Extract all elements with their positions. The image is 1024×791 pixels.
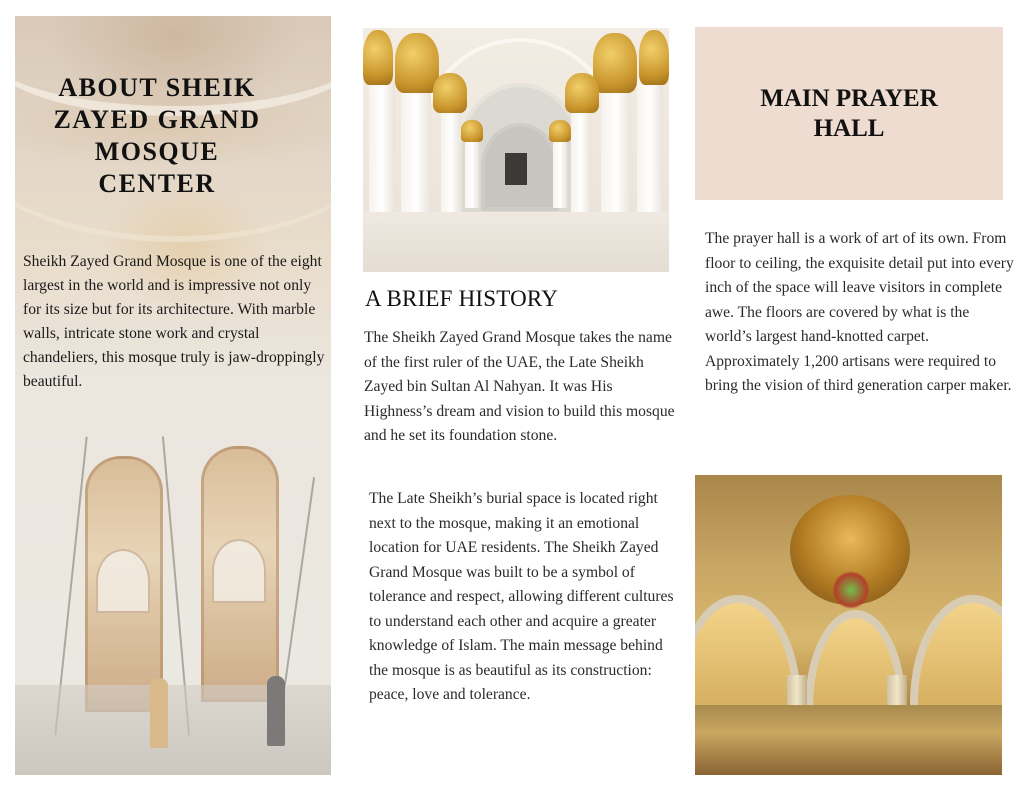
gold-capital: [565, 73, 599, 113]
colonnade-image: [363, 28, 669, 272]
title-line: MOSQUE: [94, 137, 220, 166]
title-line: ZAYED GRAND: [53, 105, 261, 134]
visitor-figure: [150, 678, 168, 748]
marble-floor: [363, 212, 669, 272]
chandelier-crystals: [833, 570, 869, 610]
corridor-end: [505, 153, 527, 185]
visitor-figure: [267, 676, 285, 746]
title-line: MAIN PRAYER: [760, 85, 938, 112]
gold-capital: [433, 73, 467, 113]
gold-capital: [461, 120, 483, 142]
prayer-hall-title: [695, 84, 1003, 144]
column: [553, 138, 567, 208]
title-line: ABOUT SHEIK: [58, 73, 256, 102]
prayer-hall-body: The prayer hall is a work of art of its own. From floor to ceiling, the exquisite detail put into every inch of the space will leave visitors in complete awe. The floors are covered by what is the world’s largest hand-knotted carpet. Approximately 1,200 artisans were required to bring the vision of third generation carper maker.: [705, 230, 1014, 394]
title-line: HALL: [813, 115, 885, 142]
left-panel-body: Sheikh Zayed Grand Mosque is one of the eight largest in the world and is impressive not only for its size but for its architecture. With marble walls, intricate stone work and crystal chandeliers, this mosque truly is jaw-droppingly beautiful.: [23, 253, 325, 390]
gold-capital: [549, 120, 571, 142]
gold-capital: [593, 33, 637, 93]
left-panel-title: [15, 72, 299, 200]
gold-capital: [395, 33, 439, 93]
history-paragraph-2: The Late Sheikh’s burial space is located right next to the mosque, making it an emotional location for UAE residents. The Sheikh Zayed Grand Mosque was built to be a symbol of tolerance and respect, allowing different cultures to understand each other and acquire a greater knowledge of Islam. The main message behind the mosque is as beautiful as its construction: peace, love and tolerance.: [369, 490, 674, 703]
gold-capital: [639, 30, 669, 85]
arch-lattice: [212, 539, 266, 603]
gold-capital: [363, 30, 393, 85]
arch-lattice: [96, 549, 150, 613]
arch-door-image: [85, 456, 163, 712]
prayer-hall-image: [695, 475, 1002, 775]
column: [465, 138, 479, 208]
prayer-hall-title-box: [695, 27, 1003, 200]
history-paragraph-1: The Sheikh Zayed Grand Mosque takes the name of the first ruler of the UAE, the Late Sheikh Zayed bin Sultan Al Nahyan. It was His Highness’s dream and vision to build this mosque and he set its foundation stone.: [364, 329, 675, 444]
history-heading: A BRIEF HISTORY: [365, 286, 559, 311]
title-line: CENTER: [98, 169, 216, 198]
carpet: [695, 705, 1002, 775]
left-panel-background-image: [15, 16, 331, 775]
arch-door-image: [201, 446, 279, 702]
